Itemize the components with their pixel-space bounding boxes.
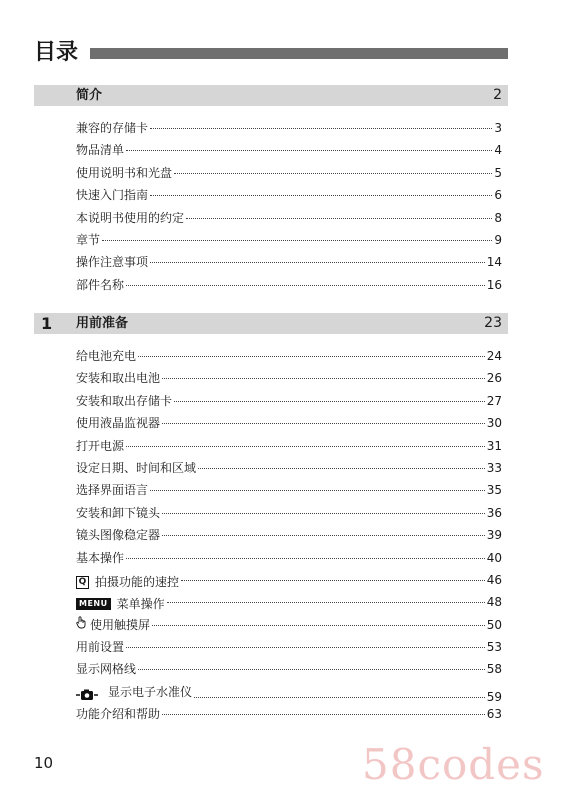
- section-title: 用前准备: [76, 316, 129, 331]
- toc-entry-page-number: 5: [494, 165, 502, 180]
- dot-leader: [194, 697, 485, 698]
- toc-entry-label: 拍摄功能的速控: [95, 575, 180, 590]
- toc-entry-label: 本说明书使用的约定: [76, 210, 185, 225]
- toc-entry-page-number: 24: [486, 349, 502, 363]
- toc-entry-label: 功能介绍和帮助: [76, 707, 161, 722]
- dot-leader: [126, 150, 492, 151]
- toc-entry[interactable]: [76, 524, 502, 546]
- toc-entry-label: 给电池充电: [76, 349, 137, 363]
- toc-entry-title: [76, 184, 148, 206]
- toc-entry-label: 基本操作: [76, 550, 125, 565]
- toc-entry-page-number: 27: [486, 393, 502, 408]
- toc-entry-label: 操作注意事项: [76, 255, 149, 270]
- toc-entry-title: [76, 435, 124, 457]
- toc-entry[interactable]: [76, 345, 502, 367]
- toc-entry[interactable]: [76, 591, 502, 613]
- dot-leader: [162, 535, 485, 536]
- toc-entry-page-number: 8: [494, 210, 502, 225]
- toc-entry[interactable]: [76, 367, 502, 389]
- toc-entry-title: [76, 502, 160, 524]
- toc-entry[interactable]: [76, 681, 502, 703]
- toc-entry[interactable]: [76, 457, 502, 479]
- dot-leader: [167, 602, 485, 603]
- toc-entry-title: [76, 571, 179, 593]
- toc-entry-label: 物品清单: [76, 143, 125, 158]
- footer-page-number: 10: [34, 754, 54, 772]
- dot-leader: [174, 401, 485, 402]
- toc-entry-page-number: 58: [486, 662, 502, 677]
- toc-entry[interactable]: [76, 569, 502, 591]
- toc-entry[interactable]: [76, 207, 502, 229]
- toc-entry-page-number: 48: [486, 595, 502, 610]
- toc-entry-page-number: 6: [494, 188, 502, 203]
- toc-entry-title: [76, 162, 172, 184]
- dot-leader: [152, 625, 485, 626]
- toc-entry[interactable]: [76, 184, 502, 206]
- toc-entry-page-number: 31: [486, 438, 502, 453]
- toc-entry-title: [76, 524, 160, 546]
- toc-entry-title: [76, 703, 160, 725]
- toc-entry[interactable]: [76, 162, 502, 184]
- dot-leader: [162, 378, 485, 379]
- toc-entry-title: [76, 614, 150, 636]
- toc-entry-label: 使用液晶监视器: [76, 416, 161, 431]
- toc-entry-label: 使用触摸屏: [90, 617, 151, 632]
- toc-entry-page-number: 14: [486, 255, 502, 270]
- toc-entry-label: 安装和取出电池: [76, 371, 161, 386]
- toc-entry-title: [76, 412, 160, 434]
- toc-entry-label: 打开电源: [76, 438, 125, 453]
- toc-entry-page-number: 50: [486, 617, 502, 632]
- section-header-intro[interactable]: [34, 85, 508, 106]
- toc-entry-label: 安装和卸下镜头: [76, 505, 161, 520]
- dot-leader: [138, 669, 485, 670]
- watermark: 58codes: [362, 740, 545, 789]
- toc-entry[interactable]: [76, 251, 502, 273]
- dot-leader: [162, 714, 485, 715]
- dot-leader: [126, 285, 485, 286]
- dot-leader: [126, 647, 485, 648]
- title-row: [34, 38, 508, 68]
- dot-leader: [186, 218, 492, 219]
- toc-entry[interactable]: [76, 229, 502, 251]
- toc-entry-page-number: 26: [486, 371, 502, 386]
- toc-entry[interactable]: [76, 547, 502, 569]
- dot-leader: [150, 128, 492, 129]
- toc-entry-label: 安装和取出存储卡: [76, 393, 173, 408]
- toc-entry[interactable]: [76, 435, 502, 457]
- touch-hand-icon: [76, 614, 86, 636]
- toc-entry-title: [76, 479, 148, 501]
- toc-entry-label: 显示网格线: [76, 662, 137, 677]
- toc-entry-label: 显示电子水准仪: [108, 684, 193, 699]
- toc-entry[interactable]: [76, 139, 502, 161]
- toc-entry-page-number: 53: [486, 640, 502, 655]
- toc-entry-page-number: 16: [486, 277, 502, 292]
- dot-leader: [138, 356, 485, 357]
- section-page-number: 23: [484, 315, 502, 331]
- toc-entry-title: [76, 229, 100, 251]
- section-header-preparation[interactable]: [34, 313, 508, 334]
- toc-entry-label: 章节: [76, 232, 101, 247]
- toc-entry-page-number: 59: [486, 690, 502, 705]
- toc-entry-page-number: 63: [486, 707, 502, 722]
- section-page-number: 2: [493, 87, 502, 103]
- toc-entry-page-number: 40: [486, 550, 502, 565]
- toc-entry-label: 快速入门指南: [76, 188, 149, 203]
- dot-leader: [181, 580, 485, 581]
- toc-entry-page-number: 30: [486, 416, 502, 431]
- toc-entry-label: 兼容的存储卡: [76, 121, 149, 135]
- toc-entry-label: 选择界面语言: [76, 483, 149, 498]
- toc-entry-page-number: 36: [486, 505, 502, 520]
- toc-entry[interactable]: [76, 658, 502, 680]
- dot-leader: [150, 262, 485, 263]
- toc-entry-label: 使用说明书和光盘: [76, 165, 173, 180]
- toc-entry-title: [76, 636, 124, 658]
- toc-entry-label: 设定日期、时间和区域: [76, 460, 197, 475]
- toc-entry-title: [76, 457, 196, 479]
- toc-entry[interactable]: [76, 274, 502, 296]
- toc-list-preparation: [76, 345, 502, 726]
- toc-entry-label: 部件名称: [76, 277, 125, 292]
- toc-entry-title: [76, 593, 165, 615]
- toc-entry-title: [76, 367, 160, 389]
- toc-entry[interactable]: [76, 703, 502, 725]
- toc-entry[interactable]: [76, 117, 502, 139]
- toc-entry-page-number: 39: [486, 528, 502, 543]
- section-title: 简介: [76, 88, 103, 103]
- electronic-level-icon: [76, 686, 98, 698]
- toc-entry-page-number: 3: [494, 121, 502, 135]
- title-decorative-bar: [90, 48, 508, 59]
- toc-entry-title: [76, 658, 136, 680]
- toc-entry-label: 菜单操作: [116, 597, 165, 612]
- dot-leader: [150, 490, 485, 491]
- dot-leader: [162, 423, 485, 424]
- dot-leader: [150, 195, 492, 196]
- toc-entry-page-number: 35: [486, 483, 502, 498]
- section-number: 1: [41, 314, 53, 333]
- toc-entry[interactable]: [76, 502, 502, 524]
- toc-entry[interactable]: [76, 390, 502, 412]
- dot-leader: [126, 446, 485, 447]
- toc-entry-label: 镜头图像稳定器: [76, 528, 161, 543]
- toc-entry-title: [76, 345, 136, 367]
- toc-entry[interactable]: [76, 636, 502, 658]
- toc-entry-title: [76, 117, 148, 139]
- toc-entry-page-number: 9: [494, 232, 502, 247]
- toc-entry-title: [76, 390, 172, 412]
- toc-entry-page-number: 33: [486, 460, 502, 475]
- toc-entry[interactable]: [76, 614, 502, 636]
- toc-entry-title: [76, 681, 192, 703]
- toc-list-intro: [76, 117, 502, 296]
- page-title: 目录: [34, 40, 79, 65]
- toc-entry[interactable]: [76, 479, 502, 501]
- dot-leader: [198, 468, 485, 469]
- dot-leader: [102, 240, 492, 241]
- toc-entry-page-number: 4: [494, 143, 502, 158]
- toc-entry-title: [76, 274, 124, 296]
- dot-leader: [126, 558, 485, 559]
- toc-entry[interactable]: [76, 412, 502, 434]
- toc-entry-title: [76, 207, 184, 229]
- quick-control-icon: Q: [76, 576, 89, 589]
- dot-leader: [174, 173, 492, 174]
- toc-entry-label: 用前设置: [76, 640, 125, 655]
- toc-entry-title: [76, 251, 148, 273]
- toc-entry-title: [76, 139, 124, 161]
- toc-entry-page-number: 46: [486, 572, 502, 587]
- dot-leader: [162, 513, 485, 514]
- toc-entry-title: [76, 547, 124, 569]
- menu-icon: MENU: [76, 598, 111, 610]
